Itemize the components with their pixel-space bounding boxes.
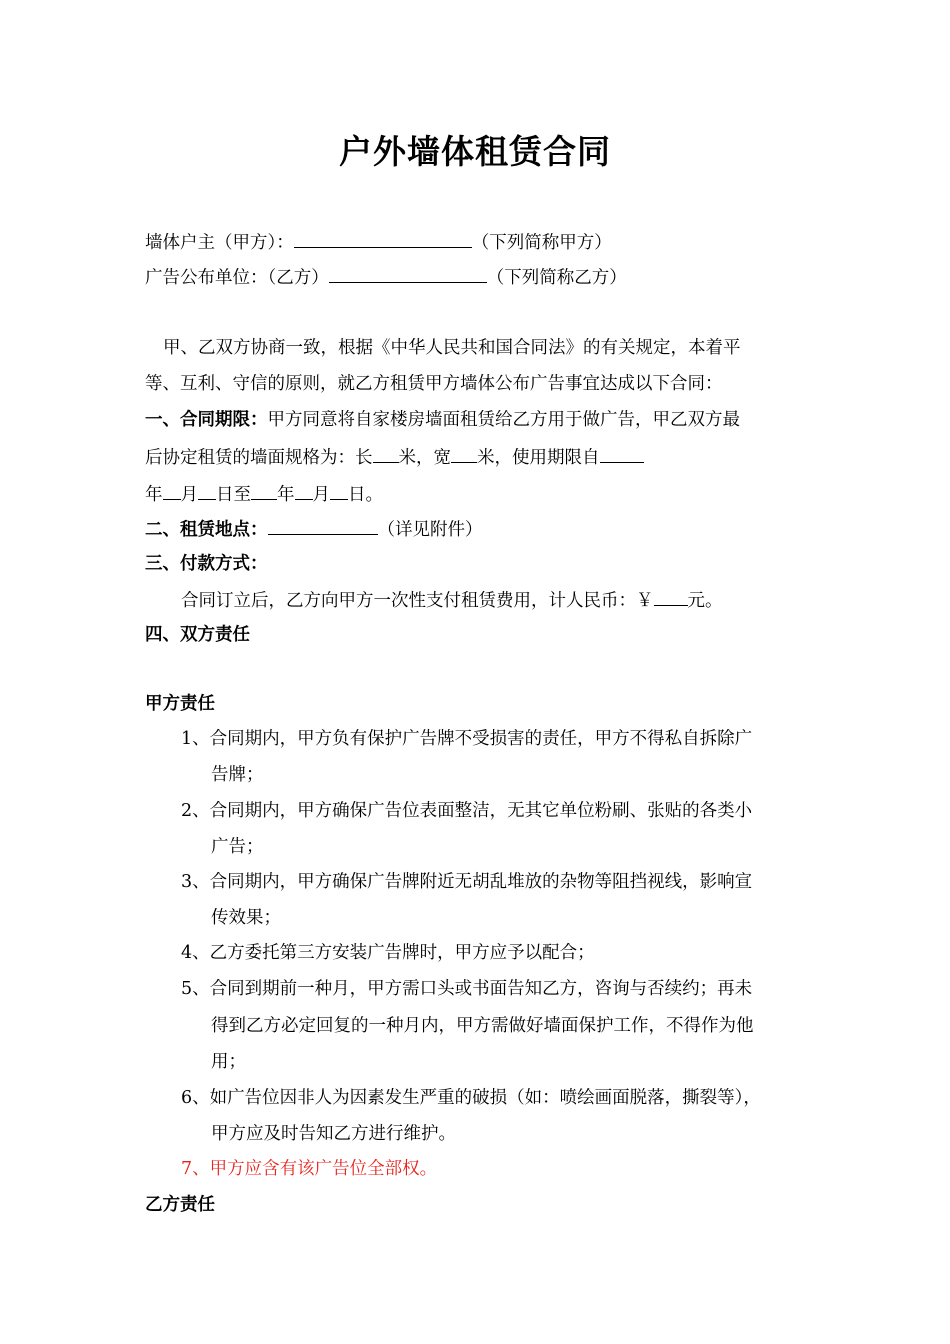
duty-item-5-cont-1: 得到乙方必定回复的一种月内，甲方需做好墙面保护工作，不得作为他 (211, 1016, 754, 1036)
width-blank (451, 444, 477, 463)
duty-item-1-cont: 告牌； (211, 765, 264, 785)
item-number: 6、 (181, 1088, 210, 1108)
item-text: 合同期内，甲方确保广告位表面整洁，无其它单位粉刷、张贴的各类小 (209, 801, 753, 821)
end-year-blank (251, 481, 277, 500)
party-a-line (145, 229, 612, 255)
item-text: 甲方应含有该广告位全部权。 (209, 1159, 438, 1179)
duty-item-6 (181, 1086, 761, 1110)
party-a-suffix: （下列简称甲方） (471, 233, 612, 253)
duty-item-6-cont: 甲方应及时告知乙方进行维护。 (211, 1124, 456, 1144)
duty-item-3-cont: 传效果； (211, 908, 281, 928)
item-text: 合同期内，甲方确保广告牌附近无胡乱堆放的杂物等阻挡视线，影响宣 (209, 872, 753, 892)
section-1-line-1 (145, 408, 740, 432)
party-b-label: 广告公布单位：（乙方） (145, 268, 329, 288)
duty-item-4 (181, 941, 595, 965)
start-day-blank (198, 481, 216, 500)
section-1-heading: 一、合同期限： (145, 410, 268, 430)
section-1-line-3 (145, 481, 383, 507)
end-day-label: 日。 (348, 485, 383, 505)
start-month-label: 月 (180, 485, 198, 505)
payment-unit: 元。 (687, 591, 723, 611)
section-2-suffix: （详见附件） (377, 520, 483, 540)
party-b-line (145, 264, 627, 290)
section-3-heading: 三、付款方式： (145, 554, 268, 574)
dimension-length-label: 后协定租赁的墙面规格为：长 (145, 448, 373, 468)
party-b-duties-heading: 乙方责任 (145, 1195, 215, 1215)
duty-item-3 (181, 870, 752, 894)
period-label: 米，使用期限自 (477, 448, 600, 468)
duty-item-7 (181, 1157, 437, 1181)
intro-line-2: 等、互利、守信的原则，就乙方租赁甲方墙体公布广告事宜达成以下合同： (145, 374, 723, 394)
end-day-blank (330, 481, 348, 500)
section-4-heading: 四、双方责任 (145, 625, 250, 645)
duty-item-5-cont-2: 用； (211, 1052, 246, 1072)
item-text: 合同到期前一种月，甲方需口头或书面告知乙方，咨询与否续约；再未 (209, 979, 753, 999)
duty-item-1 (181, 727, 752, 751)
item-number: 4、 (181, 943, 210, 963)
payment-text: 合同订立后，乙方向甲方一次性支付租赁费用，计人民币：￥ (181, 591, 654, 611)
item-number: 5、 (181, 979, 210, 999)
length-blank (373, 444, 399, 463)
party-a-blank (294, 229, 472, 248)
party-b-suffix: （下列简称乙方） (486, 268, 627, 288)
intro-line-1: 甲、乙双方协商一致，根据《中华人民共和国合同法》的有关规定，本着平 (163, 338, 741, 358)
document-title: 户外墙体租赁合同 (339, 132, 611, 171)
dimension-width-label: 米，宽 (398, 448, 451, 468)
item-text: 合同期内，甲方负有保护广告牌不受损害的责任，甲方不得私自拆除广 (209, 729, 753, 749)
section-2-line (145, 516, 483, 542)
party-b-blank (329, 264, 487, 283)
start-year-blank (600, 444, 644, 463)
duty-item-5 (181, 977, 752, 1001)
item-number: 3、 (181, 872, 210, 892)
location-blank (268, 516, 378, 535)
item-number: 2、 (181, 801, 210, 821)
amount-blank (654, 587, 688, 606)
section-1-text: 甲方同意将自家楼房墙面租赁给乙方用于做广告，甲乙双方最 (267, 410, 740, 430)
end-month-blank (295, 481, 313, 500)
duty-item-2-cont: 广告； (211, 837, 264, 857)
start-year-label: 年 (145, 485, 163, 505)
duty-item-2 (181, 799, 752, 823)
party-a-label: 墙体户主（甲方）： (145, 233, 294, 253)
start-month-blank (163, 481, 181, 500)
end-year-label: 年 (277, 485, 295, 505)
item-text: 乙方委托第三方安装广告牌时，甲方应予以配合； (209, 943, 595, 963)
end-month-label: 月 (312, 485, 330, 505)
item-number: 1、 (181, 729, 210, 749)
item-number: 7、 (181, 1159, 210, 1179)
start-day-label: 日至 (216, 485, 251, 505)
item-text: 如广告位因非人为因素发生严重的破损（如：喷绘画面脱落，撕裂等）， (209, 1088, 761, 1108)
section-2-heading: 二、租赁地点： (145, 520, 268, 540)
section-3-text (181, 587, 723, 613)
section-1-line-2 (145, 444, 644, 470)
party-a-duties-heading: 甲方责任 (145, 694, 215, 714)
